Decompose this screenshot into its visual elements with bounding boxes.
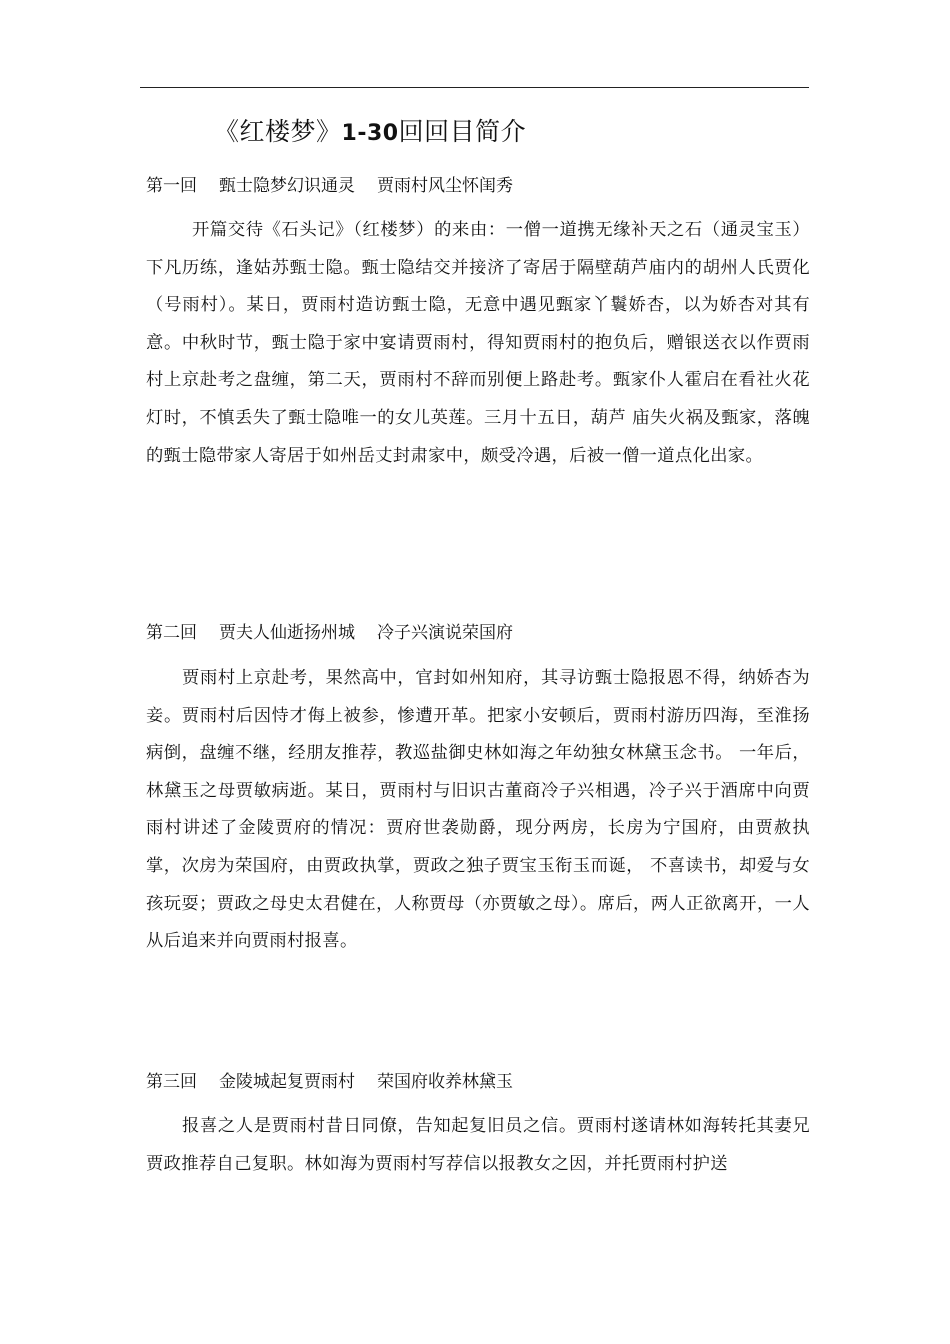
chapter-heading: [146, 174, 513, 198]
chapter-title-second: 贾雨村风尘怀闺秀: [377, 176, 513, 196]
chapter-number: 第一回: [146, 176, 197, 196]
chapter-title-first: 金陵城起复贾雨村: [219, 1072, 355, 1092]
chapter-summary: 报喜之人是贾雨村昔日同僚，告知起复旧员之信。贾雨村遂请林如海转托其妻兄贾政推荐自己复职。林如海为贾雨村写荐信以报教女之因，并托贾雨村护送: [146, 1116, 810, 1174]
chapter-title-second: 荣国府收养林黛玉: [377, 1072, 513, 1092]
chapter-title-second: 冷子兴演说荣国府: [377, 623, 513, 643]
chapter-number: 第二回: [146, 623, 197, 643]
document-title: [214, 114, 526, 152]
chapter-number: 第三回: [146, 1072, 197, 1092]
chapter-summary: 贾雨村上京赴考，果然高中，官封如州知府，其寻访甄士隐报恩不得，纳娇杏为妾。贾雨村后因恃才侮上被参，惨遭开革。把家小安顿后，贾雨村游历四海，至淮扬病倒，盘缠不继，经朋友推荐，教巡盐御史林如海之年幼独女林黛玉念书。 一年后，林黛玉之母贾敏病逝。某日，贾雨村与旧识古董商冷子兴相遇，冷子兴于酒席中向贾雨村讲述了金陵贾府的情况：贾府世袭勋爵，现分两房，长房为宁国府，由贾赦执掌，次房为荣国府，由贾政执掌，贾政之独子贾宝玉衔玉而诞， 不喜读书，却爱与女孩玩耍；贾政之母史太君健在，人称贾母（亦贾敏之母）。席后，两人正欲离开，一人从后追来并向贾雨村报喜。: [146, 668, 810, 952]
title-number: 1-30: [341, 121, 399, 146]
title-suffix: 回回目简介: [398, 117, 527, 146]
chapter-title-first: 贾夫人仙逝扬州城: [219, 623, 355, 643]
top-rule-divider: [140, 87, 809, 88]
chapter-summary: 开篇交待《石头记》（红楼梦）的来由：一僧一道携无缘补天之石（通灵宝玉）下凡历练，逢姑苏甄士隐。甄士隐结交并接济了寄居于隔壁葫芦庙内的胡州人氏贾化（号雨村）。某日，贾雨村造访甄士隐，无意中遇见甄家丫鬟娇杏，以为娇杏对其有意。中秋时节，甄士隐于家中宴请贾雨村，得知贾雨村的抱负后，赠银送衣以作贾雨村上京赴考之盘缠，第二天，贾雨村不辞而别便上路赴考。甄家仆人霍启在看社火花灯时，不慎丢失了甄士隐唯一的女儿英莲。三月十五日，葫芦 庙失火祸及甄家，落魄的甄士隐带家人寄居于如州岳丈封肃家中，颇受冷遇，后被一僧一道点化出家。: [146, 220, 810, 466]
chapter-heading: [146, 621, 513, 645]
title-prefix: 《红楼梦》: [214, 117, 342, 146]
chapter-title-first: 甄士隐梦幻识通灵: [219, 176, 355, 196]
chapter-heading: [146, 1070, 513, 1094]
